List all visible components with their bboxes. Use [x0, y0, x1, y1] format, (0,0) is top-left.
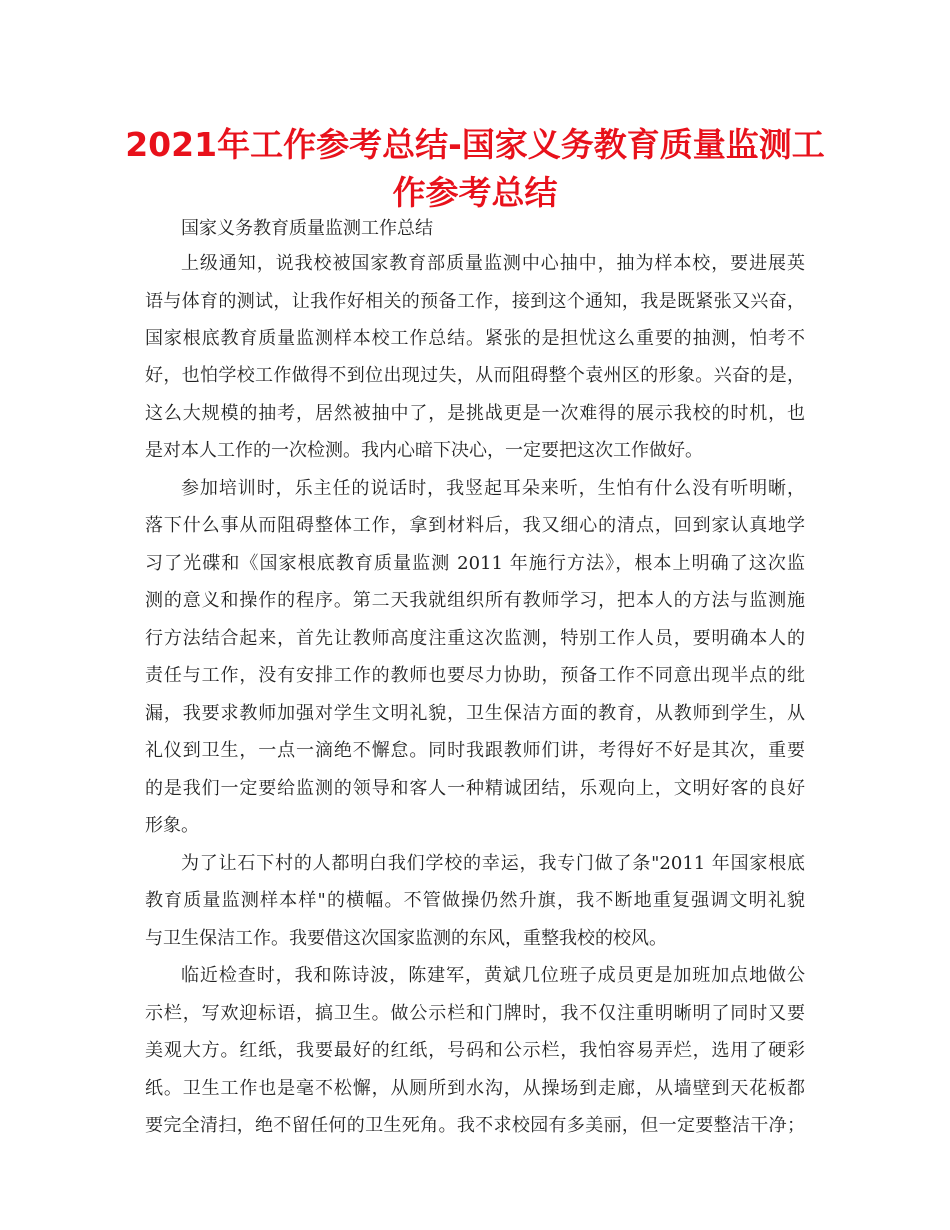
text-line: 上级通知，说我校被国家教育部质量监测中心抽中，抽为样本校，要进展英: [181, 253, 805, 274]
document-title: [120, 121, 830, 217]
text-line: 测的意义和操作的程序。第二天我就组织所有教师学习，把本人的方法与监测施: [145, 590, 805, 611]
text-line: 礼仪到卫生，一点一滴绝不懈怠。同时我跟教师们讲，考得好不好是其次，重要: [145, 740, 805, 761]
text-line: 与卫生保洁工作。我要借这次国家监测的东风，重整我校的校风。: [145, 928, 667, 949]
text-line: 为了让石下村的人都明白我们学校的幸运，我专门做了条"2011 年国家根底: [181, 853, 805, 874]
text-line: 教育质量监测样本样"的横幅。不管做操仍然升旗，我不断地重复强调文明礼貌: [145, 890, 805, 911]
text-line: 好，也怕学校工作做得不到位出现过失，从而阻碍整个袁州区的形象。兴奋的是，: [145, 365, 805, 386]
text-line: 纸。卫生工作也是毫不松懈，从厕所到水沟，从操场到走廊，从墙壁到天花板都: [145, 1078, 805, 1099]
text-line: 临近检查时，我和陈诗波，陈建军，黄斌几位班子成员更是加班加点地做公: [181, 965, 805, 986]
text-line: 形象。: [145, 815, 199, 836]
text-line: 漏，我要求教师加强对学生文明礼貌，卫生保洁方面的教育，从教师到学生，从: [145, 703, 805, 724]
text-line: 美观大方。红纸，我要最好的红纸，号码和公示栏，我怕容易弄烂，选用了硬彩: [145, 1040, 805, 1061]
text-line: 的是我们一定要给监测的领导和客人一种精诚团结，乐观向上，文明好客的良好: [145, 778, 805, 799]
text-line: 行方法结合起来，首先让教师高度注重这次监测，特别工作人员，要明确本人的: [145, 628, 805, 649]
text-line: 语与体育的测试，让我作好相关的预备工作，接到这个通知，我是既紧张又兴奋，: [145, 291, 805, 312]
text-line: 参加培训时，乐主任的说话时，我竖起耳朵来听，生怕有什么没有听明晰，: [181, 478, 805, 499]
text-line: 示栏，写欢迎标语，搞卫生。做公示栏和门牌时，我不仅注重明晰明了同时又要: [145, 1003, 805, 1024]
document-subtitle: 国家义务教育质量监测工作总结: [181, 218, 433, 239]
text-line: 习了光碟和《国家根底教育质量监测 2011 年施行方法》，根本上明确了这次监: [145, 553, 805, 574]
text-line: 这么大规模的抽考，居然被抽中了，是挑战更是一次难得的展示我校的时机，也: [145, 403, 805, 424]
text-line: 是对本人工作的一次检测。我内心暗下决心，一定要把这次工作做好。: [145, 440, 703, 461]
title-line-1: 2021年工作参考总结-国家义务教育质量监测工: [125, 125, 825, 164]
text-line: 要完全清扫，绝不留任何的卫生死角。我不求校园有多美丽，但一定要整洁干净；: [145, 1115, 805, 1136]
text-line: 责任与工作，没有安排工作的教师也要尽力协助，预备工作不同意出现半点的纰: [145, 665, 805, 686]
title-line-2: 作参考总结: [392, 173, 558, 212]
text-line: 落下什么事从而阻碍整体工作，拿到材料后，我又细心的清点，回到家认真地学: [145, 515, 805, 536]
text-line: 国家根底教育质量监测样本校工作总结。紧张的是担忧这么重要的抽测，怕考不: [145, 328, 805, 349]
